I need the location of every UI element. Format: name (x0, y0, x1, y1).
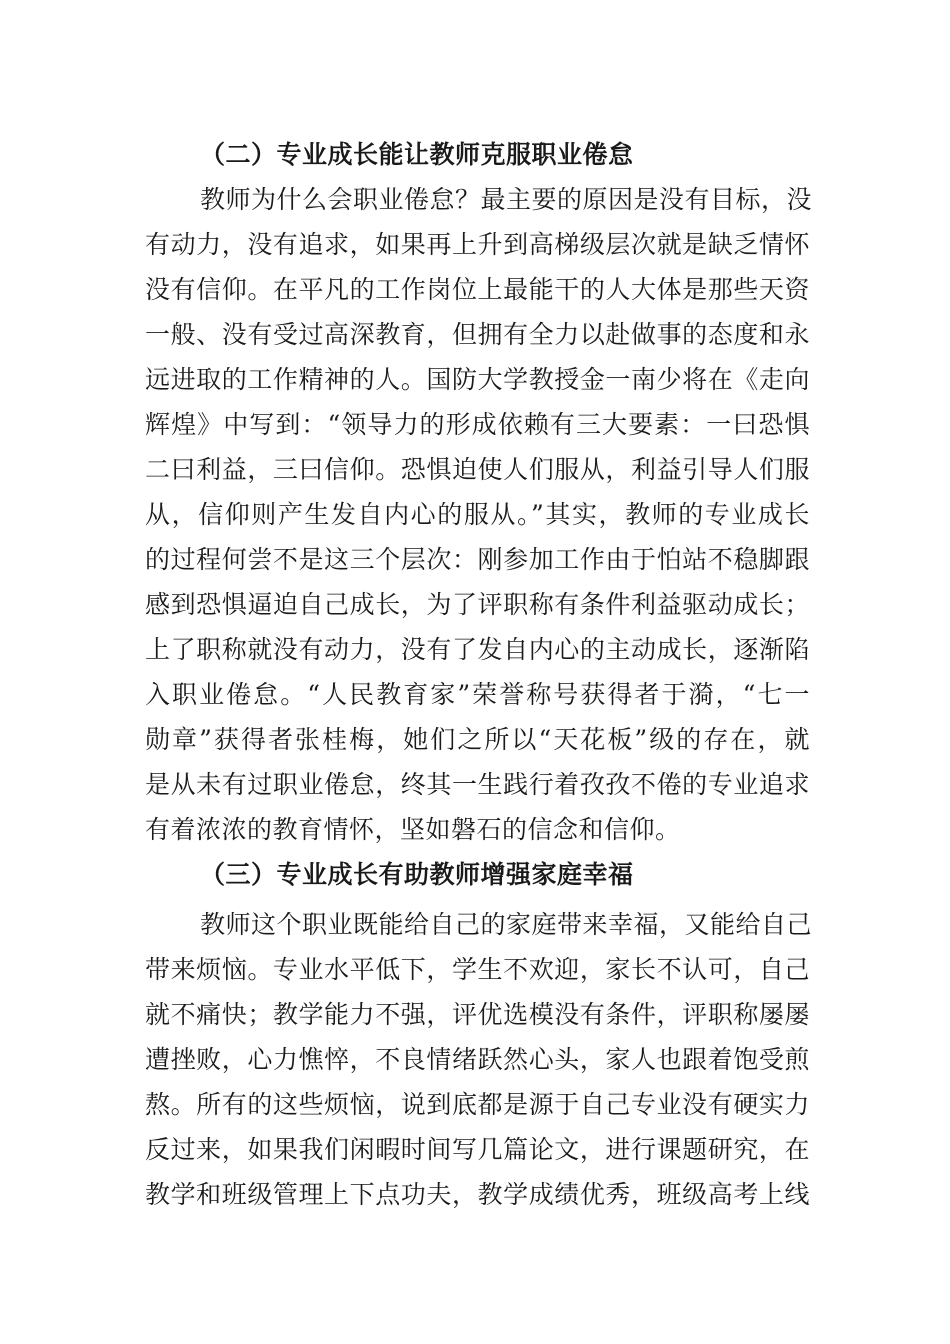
paragraph-line: 带来烦恼。专业水平低下，学生不欢迎，家长不认可，自己 (145, 955, 810, 984)
section-heading-3: （三）专业成长有助教师增强家庭幸福 (200, 860, 634, 889)
paragraph-line: 二曰利益，三曰信仰。恐惧迫使人们服从，利益引导人们服 (145, 455, 810, 484)
paragraph-line: 感到恐惧逼迫自己成长，为了评职称有条件利益驱动成长； (145, 590, 810, 619)
paragraph-line: 教学和班级管理上下点功夫，教学成绩优秀，班级高考上线 (145, 1180, 810, 1209)
paragraph-line: 没有信仰。在平凡的工作岗位上最能干的人大体是那些天资 (145, 275, 810, 304)
paragraph-line: 远进取的工作精神的人。国防大学教授金一南少将在《走向 (145, 365, 810, 394)
paragraph-line: 熬。所有的这些烦恼，说到底都是源于自己专业没有硬实力 (145, 1090, 810, 1119)
paragraph-line: 一般、没有受过高深教育，但拥有全力以赴做事的态度和永 (145, 320, 810, 349)
paragraph-line: 辉煌》中写到：“领导力的形成依赖有三大要素：一曰恐惧 (145, 410, 810, 439)
paragraph-line: 上了职称就没有动力，没有了发自内心的主动成长，逐渐陷 (145, 635, 810, 664)
paragraph-line: 入职业倦怠。“人民教育家”荣誉称号获得者于漪，“七一 (145, 680, 810, 709)
paragraph-line: 就不痛快；教学能力不强，评优选模没有条件，评职称屡屡 (145, 1000, 810, 1029)
section-heading-2: （二）专业成长能让教师克服职业倦怠 (200, 140, 634, 169)
paragraph-line: 有动力，没有追求，如果再上升到高梯级层次就是缺乏情怀 (145, 230, 810, 259)
paragraph-line: 的过程何尝不是这三个层次：刚参加工作由于怕站不稳脚跟 (145, 545, 810, 574)
paragraph-line: 教师这个职业既能给自己的家庭带来幸福，又能给自己 (200, 910, 813, 939)
paragraph-line: 勋章”获得者张桂梅，她们之所以“天花板”级的存在，就 (145, 725, 810, 754)
paragraph-line: 教师为什么会职业倦怠？最主要的原因是没有目标，没 (200, 185, 813, 214)
paragraph-line: 遭挫败，心力憔悴，不良情绪跃然心头，家人也跟着饱受煎 (145, 1045, 810, 1074)
paragraph-line: 反过来，如果我们闲暇时间写几篇论文，进行课题研究，在 (145, 1135, 810, 1164)
paragraph-line: 从，信仰则产生发自内心的服从。”其实，教师的专业成长 (145, 500, 810, 529)
paragraph-line: 是从未有过职业倦怠，终其一生践行着孜孜不倦的专业追求 (145, 770, 810, 799)
paragraph-line: 有着浓浓的教育情怀，坚如磐石的信念和信仰。 (145, 815, 681, 844)
